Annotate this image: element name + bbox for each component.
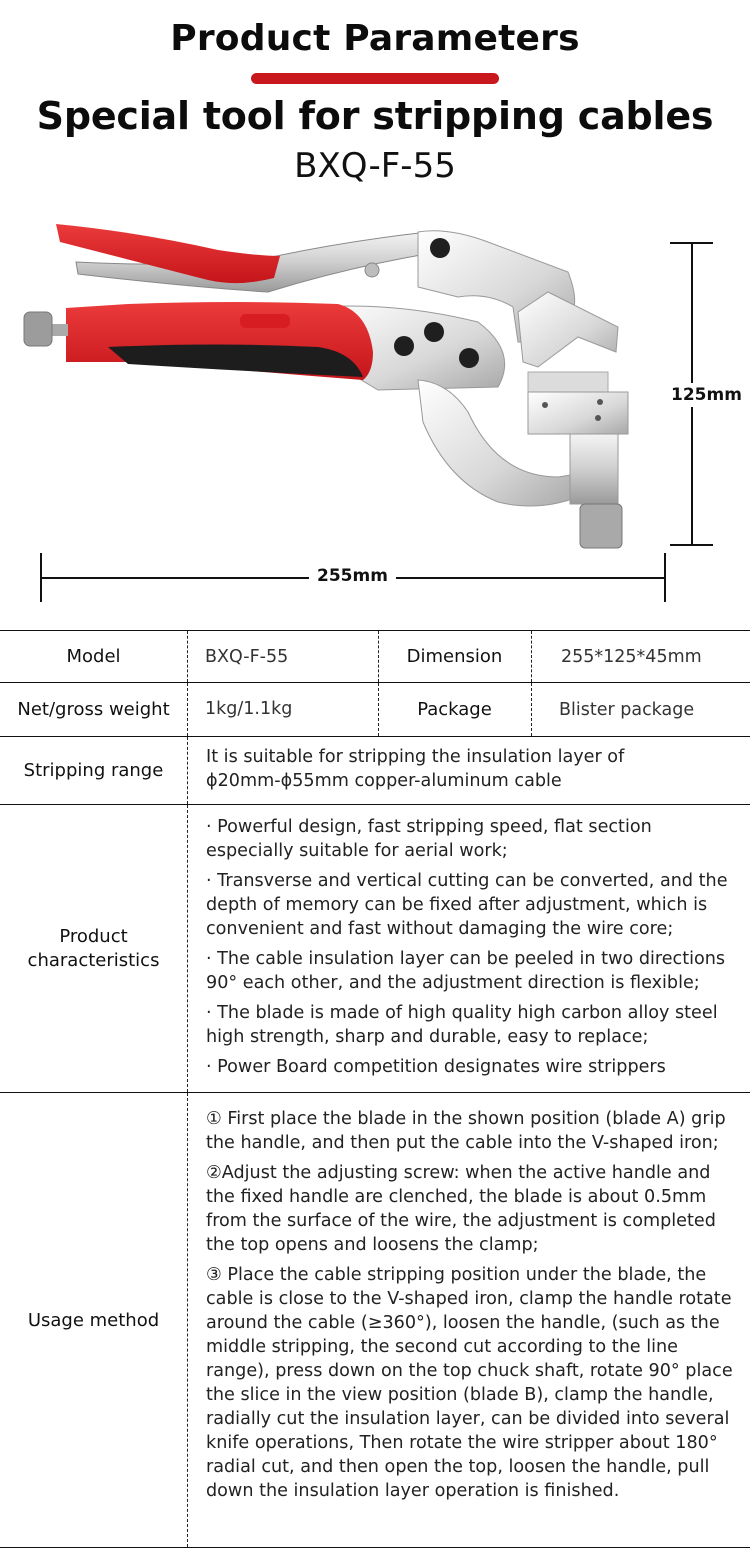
product-model: BXQ-F-55 [294, 146, 456, 186]
height-dimension-tick-top [670, 242, 713, 244]
spec-row-stripping-range [0, 736, 750, 804]
spec-value-weight: 1kg/1.1kg [205, 698, 293, 719]
spec-label-model: Model [66, 646, 121, 667]
column-divider [187, 805, 188, 1092]
title-accent-bar [251, 73, 499, 84]
usage-step: ① First place the blade in the shown position (blade A) grip the handle, and then put the cable into the V-shaped iron; [206, 1109, 726, 1153]
spec-label-weight: Net/gross weight [17, 699, 170, 720]
stripping-range-line: ϕ20mm-ϕ55mm copper-aluminum cable [206, 771, 562, 791]
page-title: Product Parameters [170, 18, 580, 59]
spec-label-usage: Usage method [27, 1309, 160, 1331]
spec-label-package: Package [417, 699, 492, 720]
characteristics-label-line: characteristics [27, 949, 160, 971]
spec-row-usage [0, 1092, 750, 1548]
spec-row-weight [0, 682, 750, 736]
width-dimension-tick-left [40, 553, 42, 602]
characteristics-item: · The cable insulation layer can be peeled in two directions 90° each other, and the adjustment direction is flexible; [206, 949, 726, 993]
width-dimension-tick-right [664, 553, 666, 602]
product-subtitle: Special tool for stripping cables [36, 94, 714, 138]
spec-label-dimension: Dimension [406, 646, 503, 667]
height-dimension-label: 125mm [671, 385, 742, 405]
spec-value-model: BXQ-F-55 [205, 646, 289, 667]
column-divider [187, 1093, 188, 1547]
characteristics-item: · Power Board competition designates wire strippers [206, 1057, 666, 1077]
characteristics-list [206, 815, 730, 1085]
spec-value-dimension: 255*125*45mm [561, 646, 702, 667]
spec-value-stripping-range [206, 745, 738, 793]
spec-value-package: Blister package [559, 699, 695, 720]
characteristics-label-line: Product [59, 925, 128, 947]
characteristics-item: · Transverse and vertical cutting can be converted, and the depth of memory can be fixed after adjustment, which is convenient and fast without damaging the wire core; [206, 871, 728, 939]
usage-step: ③ Place the cable stripping position under the blade, the cable is close to the V-shaped iron, clamp the handle rotate around the cable (≥360°), loosen the handle, (such as the middle stripping, the second cut according to the line range), press down on the top chuck shaft, rotate 90° place the slice in the view position (blade B), clamp the handle, radially cut the insulation layer, can be divided into several knife operations, Then rotate the wire stripper about 180° radial cut, and then open the top, loosen the handle, pull down the insulation layer operation is finished. [206, 1265, 733, 1501]
spec-row-model [0, 630, 750, 682]
product-image [18, 212, 638, 557]
characteristics-item: · Powerful design, fast stripping speed, flat section especially suitable for aerial work; [206, 817, 652, 861]
column-divider [187, 737, 188, 804]
characteristics-item: · The blade is made of high quality high carbon alloy steel high strength, sharp and durable, easy to replace; [206, 1003, 718, 1047]
spec-label-stripping-range: Stripping range [23, 760, 164, 781]
usage-steps [206, 1107, 738, 1509]
usage-step: ②Adjust the adjusting screw: when the active handle and the fixed handle are clenched, the blade is about 0.5mm from the surface of the wire, the adjustment is completed the top opens and loosens the clamp; [206, 1163, 716, 1255]
spec-row-characteristics [0, 804, 750, 1092]
height-dimension-tick-bottom [670, 544, 713, 546]
width-dimension-label: 255mm [309, 566, 396, 586]
stripping-range-line: It is suitable for stripping the insulation layer of [206, 747, 625, 767]
spec-label-characteristics [0, 805, 187, 1092]
